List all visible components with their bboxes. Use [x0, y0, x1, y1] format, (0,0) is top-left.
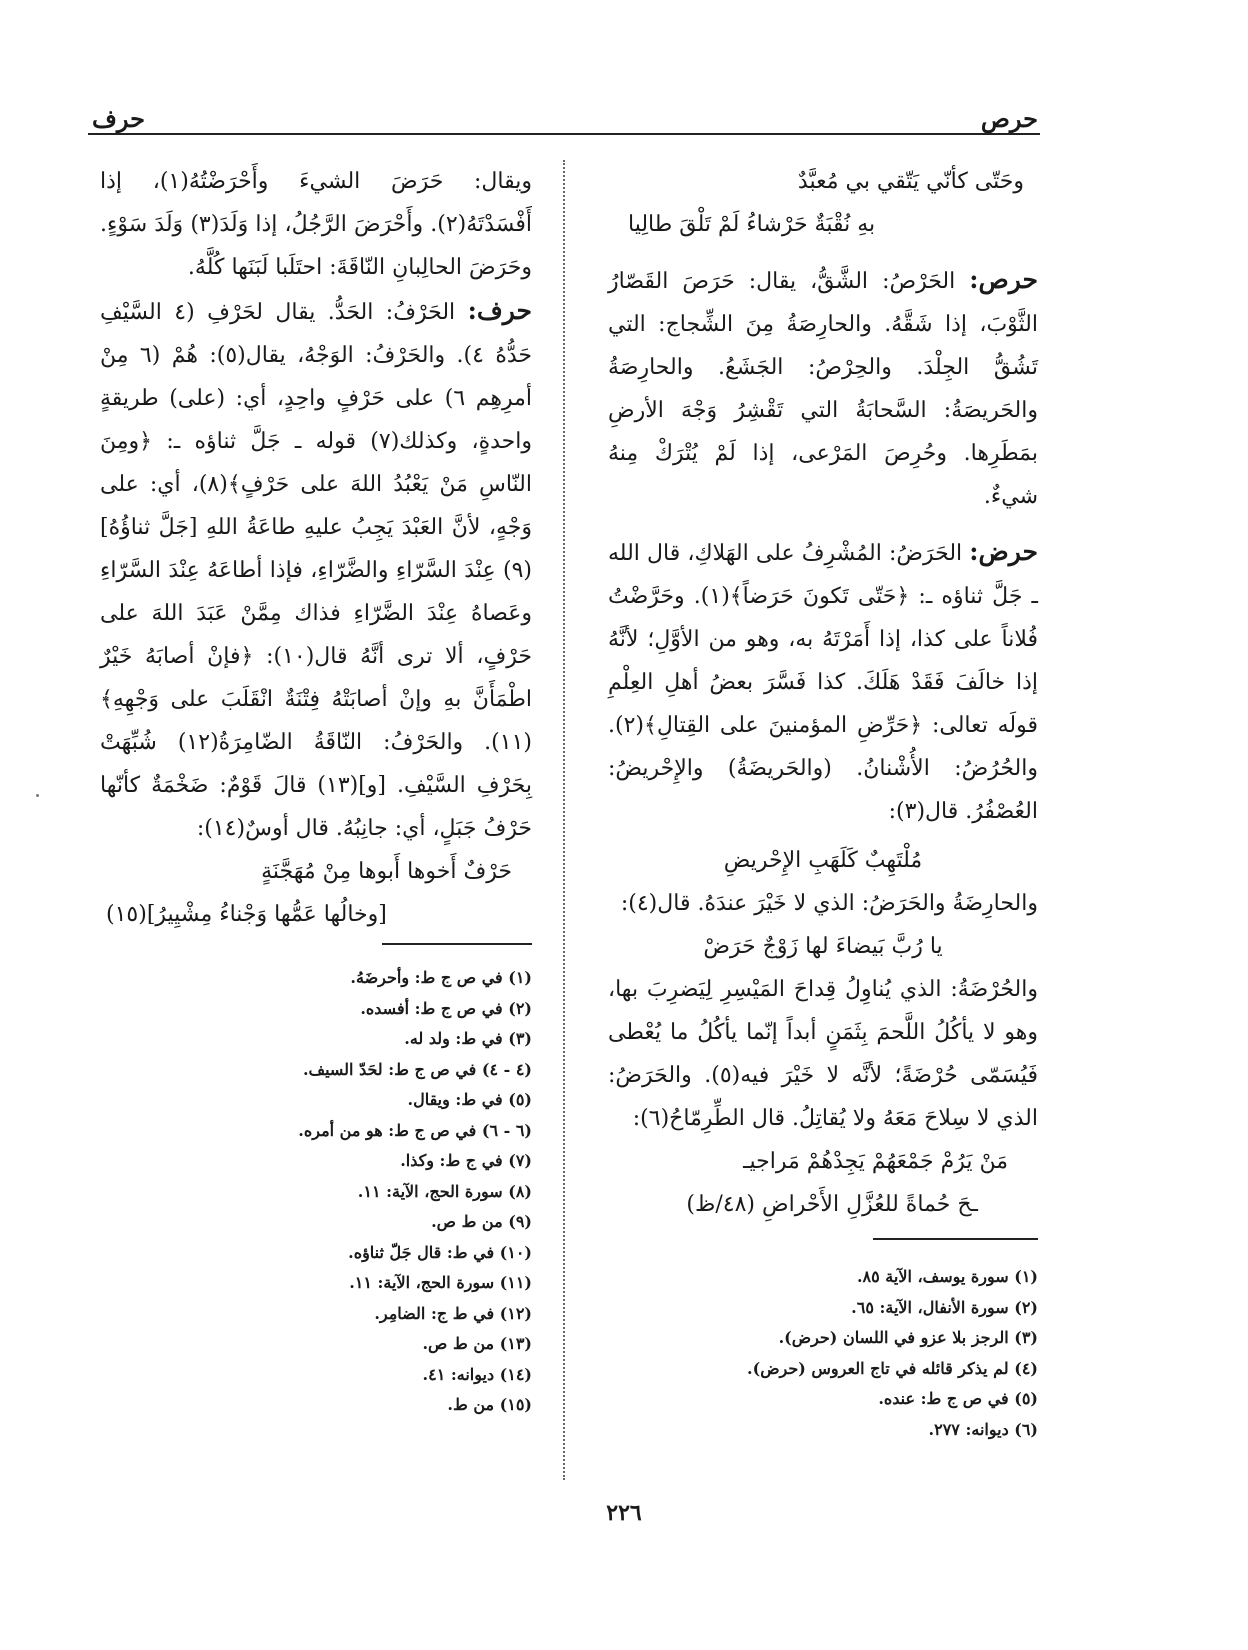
footnote: (٩) من ط ص. — [431, 1212, 532, 1231]
headword: حرض: — [969, 537, 1038, 566]
headword: حرف: — [467, 296, 532, 325]
entry-text: والحارِضَةُ والحَرَضُ: الذي لا خَيْرَ عندَهُ. قال(٤): — [620, 891, 1038, 916]
verse-line: مُلْتَهِبٌ كَلَهَبِ الإِحْريضِ — [723, 848, 923, 873]
footnote: (١) سورة يوسف، الآية ٨٥. — [856, 1267, 1038, 1286]
footnote: (٥) في ط: ويقال. — [407, 1090, 532, 1109]
verse-line: يا رُبَّ بَيضاءَ لها زَوْجٌ حَرَضْ — [703, 934, 943, 959]
footnote: (١٠) في ط: قال جَلّ ثناؤه. — [348, 1242, 532, 1262]
entry-harada — [608, 530, 1038, 833]
footnote: (٣) في ط: ولد له. — [404, 1029, 532, 1048]
footnote: (٦ - ٦) في ص ج ط: هو من أمره. — [298, 1120, 532, 1140]
entry-text: الحَرَضُ: المُشْرِفُ على الهَلاكِ، قال الله ـ جَلَّ ثناؤه ـ: ﴿حَتّى تَكونَ حَرَضاً﴾(١). وحَرَّضْتُ فُلاناً على كذا، إذا أَمَرْتَهُ به، وهو من الأوَّلِ؛ لأنَّهُ إذا خالَفَ فَقَدْ هَلَكَ. كذا فَسَّرَ بعضُ أهلِ العِلْمِ قولَه تعالى: ﴿حَرِّضِ المؤمنينَ على القِتالِ﴾(٢). والحُرُضُ: الأُشْنانُ. (والحَريضَةُ) والإِحْريضُ: العُصْفُرُ. قال(٣): — [608, 541, 1038, 824]
entry-harf — [100, 289, 532, 850]
entry-harasa — [608, 258, 1038, 518]
footnote: (١) في ص ج ط: وأحرضَهُ. — [350, 968, 532, 987]
verse-line: [وخالُها عَمُّها وَجْناءُ مِشْيِيرُ](١٥) — [106, 902, 387, 927]
left-column — [100, 160, 532, 936]
entry-text: والحُرْضَةُ: الذي يُناوِلُ قِداحَ المَيْسِرِ لِيَضرِبَ بها، وهو لا يأكُلُ اللَّحمَ بِثَمَنٍ أبداً إنّما يأكُلُ ما يُعْطى فَيُسَمّى حُرْضَةً؛ لأنَّه لا خَيْرَ فيه(٥). والحَرَضُ: الذي لا سِلاحَ مَعَهُ ولا يُقاتِلُ. قال الطِّرِمّاحُ(٦): — [608, 977, 1038, 1131]
footnote: (١٤) ديوانه: ٤١. — [422, 1364, 532, 1384]
verse-line: بهِ نُقْبَةٌ حَرْشاءُ لَمْ تَلْقَ طالِيا — [628, 212, 876, 237]
header-rule — [88, 133, 1040, 135]
footnote: (٤) لم يذكر قائله في تاج العروس (حرض). — [747, 1358, 1038, 1378]
column-divider — [563, 160, 565, 1480]
footnote: (٣) الرجز بلا عزو في اللسان (حرض). — [778, 1328, 1038, 1347]
footnote: (١٥) من ط. — [447, 1395, 532, 1414]
running-header-right: حرص — [980, 104, 1038, 133]
verse-line: حَرْفٌ أَخوها أَبوها مِنْ مُهَجَّنَةٍ — [261, 859, 512, 884]
footnote: (١٣) من ط ص. — [422, 1334, 532, 1353]
verse-line: ـحَ حُماةً للعُزَّلِ الأَحْراضِ (٤٨/ظ) — [686, 1192, 978, 1217]
running-header-left: حرف — [92, 104, 145, 133]
verse-line: مَنْ يَرُمْ جَمْعَهُمْ يَجِدْهُمْ مَراجيـ — [743, 1149, 1008, 1174]
entry-text: الحَرْصُ: الشَّقُّ، يقال: حَرَصَ القَصّارُ الثَّوْبَ، إذا شَقَّهُ. والحارِصَةُ مِنَ الشِّجاج: التي تَشُقُّ الجِلْدَ. والحِرْصُ: الجَشَعُ. والحارِصَةُ والحَريصَةُ: السَّحابَةُ التي تَقْشِرُ وَجْهَ الأرضِ بمَطَرِها. وحُرِصَ المَرْعى، إذا لَمْ يُتْرَكْ مِنهُ شيءٌ. — [608, 269, 1038, 509]
footnote: (٢) في ص ج ط: أفسده. — [360, 998, 532, 1018]
footnote: (٤ - ٤) في ص ج ط: لحَدّ السيف. — [302, 1059, 532, 1079]
footnote: (١١) سورة الحج، الآية: ١١. — [349, 1273, 532, 1292]
footnote: (٨) سورة الحج، الآية: ١١. — [357, 1181, 532, 1201]
footnote-rule-left — [382, 943, 532, 945]
scan-speck — [36, 794, 39, 797]
entry-text: ويقال: حَرَضَ الشيءَ وأَحْرَضْتُهُ(١)، إذا أَفْسَدْتَهُ(٢). وأَحْرَضَ الرَّجُلُ، إذا وَلَدَ(٣) وَلَدَ سَوْءٍ. وحَرَضَ الحالِبانِ النّاقَةَ: احتَلَبا لَبَنَها كُلَّهُ. — [100, 169, 532, 280]
footnote: (١٢) في ط ج: الضامِر. — [374, 1303, 532, 1323]
entry-text: الحَرْفُ: الحَدُّ. يقال لحَرْفِ (٤ السَّيْفِ حَدُّهُ ٤). والحَرْفُ: الوَجْهُ، يقال(٥): هُمْ (٦ مِنْ أمرِهِم ٦) على حَرْفٍ واحِدٍ، أي: (على) طريقةٍ واحدةٍ، وكذلك(٧) قوله ـ جَلَّ ثناؤه ـ: ﴿ومِنَ النّاسِ مَنْ يَعْبُدُ اللهَ على حَرْفٍ﴾(٨)، أي: على وَجْهٍ، لأنَّ العَبْدَ يَجِبُ عليهِ طاعَةُ اللهِ [جَلَّ ثناؤُهُ](٩) عِنْدَ السَّرّاءِ والضَّرّاءِ، فإذا أطاعَهُ عِنْدَ السَّرّاءِ وعَصاهُ عِنْدَ الضَّرّاءِ فذاك مِمَّنْ عَبَدَ اللهَ على حَرْفٍ، ألا ترى أنَّهُ قال(١٠): ﴿فإنْ أصابَهُ خَيْرٌ اطْمَأَنَّ بهِ وإنْ أصابَتْهُ فِتْنَةٌ انْقَلَبَ على وَجْهِهِ﴾(١١). والحَرْفُ: النّاقَةُ الضّامِرَةُ(١٢) شُبِّهَتْ بِحَرْفِ السَّيْفِ. [و](١٣) قالَ قَوْمٌ: ضَخْمَةٌ كأنّها حَرْفُ جَبَلٍ، أي: جانِبُهُ. قال أوسٌ(١٤): — [100, 300, 533, 841]
footnotes-left — [232, 963, 532, 1421]
footnote: (٧) في ج ط: وكذا. — [400, 1151, 532, 1170]
footnote: (٦) ديوانه: ٢٧٧. — [928, 1419, 1038, 1439]
footnote: (٢) سورة الأنفال، الآية: ٦٥. — [851, 1297, 1038, 1317]
headword: حرص: — [969, 265, 1038, 294]
verse-line: وحَتّى كأنّي يَتّقي بي مُعبَّدٌ — [797, 169, 1024, 194]
footnote: (٥) في ص ج ط: عنده. — [878, 1389, 1038, 1408]
footnote-rule-right — [873, 1238, 1038, 1240]
footnotes-right — [618, 1262, 1038, 1445]
page-number: ٢٢٦ — [606, 1500, 642, 1526]
right-column — [608, 160, 1038, 1226]
